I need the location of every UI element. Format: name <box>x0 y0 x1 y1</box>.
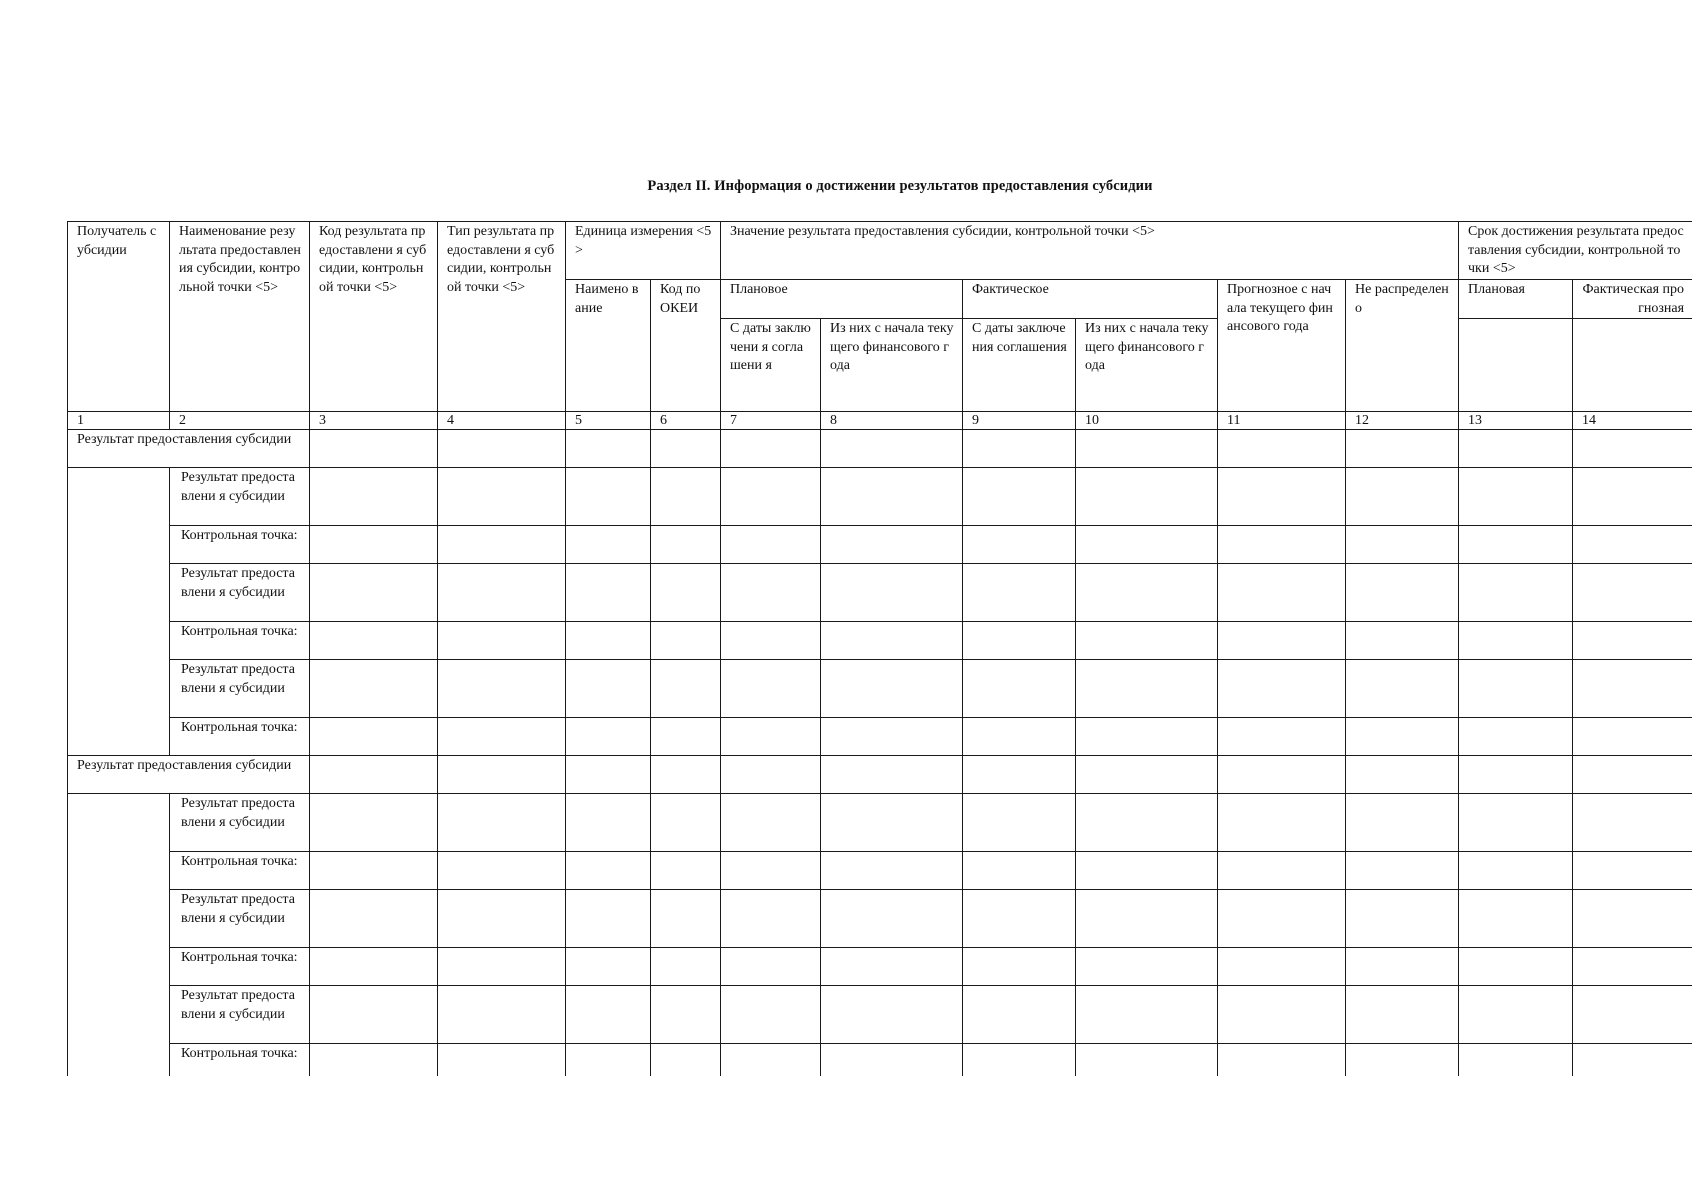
table-cell[interactable] <box>1459 852 1573 890</box>
table-cell[interactable] <box>566 468 651 526</box>
table-cell[interactable] <box>1573 526 1692 564</box>
header-planned: Плановое <box>721 280 963 319</box>
table-cell[interactable] <box>1459 468 1573 526</box>
table-cell[interactable] <box>1573 1044 1692 1077</box>
table-cell[interactable] <box>651 660 721 718</box>
column-number: 9 <box>963 412 1076 430</box>
table-cell[interactable] <box>438 948 566 986</box>
table-cell[interactable] <box>310 660 438 718</box>
table-cell[interactable] <box>566 756 651 794</box>
recipient-cell[interactable] <box>68 468 170 756</box>
table-cell[interactable] <box>821 660 963 718</box>
table-cell[interactable] <box>1573 756 1692 794</box>
table-cell[interactable] <box>721 718 821 756</box>
result-row <box>68 564 1692 622</box>
checkpoint-label: Контрольная точка: <box>170 1044 310 1077</box>
table-cell[interactable] <box>1218 948 1346 986</box>
table-cell[interactable] <box>651 948 721 986</box>
table-cell[interactable] <box>1573 564 1692 622</box>
table-cell[interactable] <box>721 794 821 852</box>
checkpoint-label: Контрольная точка: <box>170 718 310 756</box>
result-label: Результат предоставлени я субсидии <box>170 890 310 948</box>
table-cell[interactable] <box>1459 756 1573 794</box>
table-cell[interactable] <box>310 890 438 948</box>
table-cell[interactable] <box>310 756 438 794</box>
table-cell[interactable] <box>310 794 438 852</box>
table-cell[interactable] <box>566 986 651 1044</box>
column-number: 3 <box>310 412 438 430</box>
table-cell[interactable] <box>438 756 566 794</box>
checkpoint-row <box>68 852 1692 890</box>
table-cell[interactable] <box>1459 622 1573 660</box>
table-cell[interactable] <box>651 794 721 852</box>
table-cell[interactable] <box>438 564 566 622</box>
group-label: Результат предоставления субсидии <box>68 756 310 794</box>
header-deadline-actual: Фактическая прогнозная <box>1573 280 1692 319</box>
table-cell[interactable] <box>1218 564 1346 622</box>
table-cell[interactable] <box>438 430 566 468</box>
result-label: Результат предоставлени я субсидии <box>170 564 310 622</box>
table-cell[interactable] <box>1076 660 1218 718</box>
table-cell[interactable] <box>1459 794 1573 852</box>
header-actual: Фактическое <box>963 280 1218 319</box>
table-cell[interactable] <box>963 660 1076 718</box>
table-cell[interactable] <box>438 986 566 1044</box>
table-cell[interactable] <box>963 852 1076 890</box>
table-cell[interactable] <box>310 1044 438 1077</box>
result-row <box>68 986 1692 1044</box>
table-cell[interactable] <box>566 622 651 660</box>
table-cell[interactable] <box>721 468 821 526</box>
table-cell[interactable] <box>1573 430 1692 468</box>
header-deadline: Срок достижения результата предоставления субсидии, контрольной точки <5> <box>1459 222 1692 280</box>
table-cell[interactable] <box>1218 526 1346 564</box>
table-cell[interactable] <box>438 890 566 948</box>
table-cell[interactable] <box>721 986 821 1044</box>
table-cell[interactable] <box>721 430 821 468</box>
table-cell[interactable] <box>1346 756 1459 794</box>
table-cell[interactable] <box>821 430 963 468</box>
table-cell[interactable] <box>1346 622 1459 660</box>
table-cell[interactable] <box>821 564 963 622</box>
table-cell[interactable] <box>1076 986 1218 1044</box>
header-deadline-planned: Плановая <box>1459 280 1573 319</box>
table-cell[interactable] <box>651 468 721 526</box>
table-cell[interactable] <box>566 852 651 890</box>
table-cell[interactable] <box>566 890 651 948</box>
table-cell[interactable] <box>438 718 566 756</box>
table-cell[interactable] <box>1346 794 1459 852</box>
table-cell[interactable] <box>1076 468 1218 526</box>
table-cell[interactable] <box>1573 468 1692 526</box>
checkpoint-label: Контрольная точка: <box>170 852 310 890</box>
table-cell[interactable] <box>310 986 438 1044</box>
table-cell[interactable] <box>651 756 721 794</box>
checkpoint-row <box>68 718 1692 756</box>
table-cell[interactable] <box>963 794 1076 852</box>
checkpoint-row <box>68 526 1692 564</box>
column-number: 4 <box>438 412 566 430</box>
table-cell[interactable] <box>566 794 651 852</box>
table-cell[interactable] <box>1346 948 1459 986</box>
result-row <box>68 794 1692 852</box>
table-cell[interactable] <box>1573 622 1692 660</box>
table-cell[interactable] <box>1346 660 1459 718</box>
header-name: Наименование результата предоставления субсидии, контрольной точки <5> <box>170 222 310 412</box>
table-cell[interactable] <box>721 948 821 986</box>
checkpoint-label: Контрольная точка: <box>170 526 310 564</box>
table-cell[interactable] <box>1346 890 1459 948</box>
table-cell[interactable] <box>963 890 1076 948</box>
header-forecast: Прогнозное с начала текущего финансового года <box>1218 280 1346 412</box>
table-cell[interactable] <box>651 986 721 1044</box>
table-cell[interactable] <box>1346 430 1459 468</box>
table-cell[interactable] <box>963 622 1076 660</box>
table-cell[interactable] <box>310 468 438 526</box>
column-number: 5 <box>566 412 651 430</box>
column-number: 1 <box>68 412 170 430</box>
table-cell[interactable] <box>821 1044 963 1077</box>
header-type: Тип результата предоставлени я субсидии, контрольной точки <5> <box>438 222 566 412</box>
table-cell[interactable] <box>963 986 1076 1044</box>
table-cell[interactable] <box>821 794 963 852</box>
header-planned-from-date: С даты заключени я соглашени я <box>721 319 821 412</box>
table-cell[interactable] <box>821 756 963 794</box>
table-cell[interactable] <box>1076 794 1218 852</box>
table-cell[interactable] <box>821 526 963 564</box>
table-cell[interactable] <box>1346 564 1459 622</box>
table-cell[interactable] <box>1459 890 1573 948</box>
header-actual-ytd: Из них с начала текущего финансового года <box>1076 319 1218 412</box>
header-planned-ytd: Из них с начала текущего финансового года <box>821 319 963 412</box>
header-deadline-actual-cell <box>1573 319 1692 412</box>
table-cell[interactable] <box>1218 890 1346 948</box>
table-cell[interactable] <box>1218 986 1346 1044</box>
recipient-cell[interactable] <box>68 794 170 1077</box>
table-cell[interactable] <box>1459 948 1573 986</box>
table-cell[interactable] <box>651 1044 721 1077</box>
result-row <box>68 890 1692 948</box>
table-cell[interactable] <box>1459 430 1573 468</box>
table-cell[interactable] <box>1076 852 1218 890</box>
table-cell[interactable] <box>1573 718 1692 756</box>
table-cell[interactable] <box>1346 468 1459 526</box>
group-row <box>68 756 1692 794</box>
header-value: Значение результата предоставления субсидии, контрольной точки <5> <box>721 222 1459 280</box>
column-number: 7 <box>721 412 821 430</box>
table-cell[interactable] <box>1346 526 1459 564</box>
table-cell[interactable] <box>963 1044 1076 1077</box>
table-cell[interactable] <box>963 564 1076 622</box>
table-cell[interactable] <box>651 890 721 948</box>
table-cell[interactable] <box>721 1044 821 1077</box>
header-recipient: Получатель субсидии <box>68 222 170 412</box>
table-cell[interactable] <box>1573 660 1692 718</box>
checkpoint-label: Контрольная точка: <box>170 948 310 986</box>
table-cell[interactable] <box>821 622 963 660</box>
header-unit: Единица измерения <5> <box>566 222 721 280</box>
result-row <box>68 660 1692 718</box>
table-cell[interactable] <box>821 852 963 890</box>
table-cell[interactable] <box>566 660 651 718</box>
table-cell[interactable] <box>1076 890 1218 948</box>
result-label: Результат предоставлени я субсидии <box>170 794 310 852</box>
table-cell[interactable] <box>963 718 1076 756</box>
table-cell[interactable] <box>1218 794 1346 852</box>
table-cell[interactable] <box>1573 986 1692 1044</box>
header-unit-name: Наимено вание <box>566 280 651 412</box>
table-cell[interactable] <box>310 564 438 622</box>
table-cell[interactable] <box>651 852 721 890</box>
column-number: 6 <box>651 412 721 430</box>
table-cell[interactable] <box>1459 986 1573 1044</box>
column-number: 14 <box>1573 412 1692 430</box>
table-cell[interactable] <box>721 622 821 660</box>
header-code: Код результата предоставлени я субсидии, контрольной точки <5> <box>310 222 438 412</box>
results-table-sheet <box>67 221 1692 1076</box>
table-cell[interactable] <box>651 622 721 660</box>
table-cell[interactable] <box>566 430 651 468</box>
table-cell[interactable] <box>1076 948 1218 986</box>
table-cell[interactable] <box>1573 852 1692 890</box>
table-cell[interactable] <box>438 526 566 564</box>
column-number: 8 <box>821 412 963 430</box>
table-cell[interactable] <box>1076 564 1218 622</box>
table-cell[interactable] <box>1218 1044 1346 1077</box>
header-undistributed: Не распределен о <box>1346 280 1459 412</box>
results-table <box>67 221 1692 1076</box>
table-cell[interactable] <box>721 756 821 794</box>
column-number: 10 <box>1076 412 1218 430</box>
table-cell[interactable] <box>310 948 438 986</box>
result-label: Результат предоставлени я субсидии <box>170 468 310 526</box>
table-cell[interactable] <box>1573 890 1692 948</box>
table-cell[interactable] <box>1076 1044 1218 1077</box>
table-cell[interactable] <box>721 526 821 564</box>
header-unit-code: Код по ОКЕИ <box>651 280 721 412</box>
table-cell[interactable] <box>963 948 1076 986</box>
table-cell[interactable] <box>310 526 438 564</box>
table-cell[interactable] <box>1346 852 1459 890</box>
column-number: 13 <box>1459 412 1573 430</box>
table-cell[interactable] <box>821 718 963 756</box>
table-cell[interactable] <box>1218 430 1346 468</box>
table-cell[interactable] <box>310 718 438 756</box>
table-cell[interactable] <box>963 430 1076 468</box>
table-cell[interactable] <box>438 794 566 852</box>
table-cell[interactable] <box>1218 718 1346 756</box>
table-cell[interactable] <box>566 718 651 756</box>
result-row <box>68 468 1692 526</box>
table-cell[interactable] <box>438 660 566 718</box>
group-label: Результат предоставления субсидии <box>68 430 310 468</box>
table-cell[interactable] <box>1076 526 1218 564</box>
table-cell[interactable] <box>566 948 651 986</box>
result-label: Результат предоставлени я субсидии <box>170 986 310 1044</box>
table-cell[interactable] <box>566 564 651 622</box>
table-cell[interactable] <box>721 660 821 718</box>
table-cell[interactable] <box>1573 948 1692 986</box>
table-cell[interactable] <box>1076 718 1218 756</box>
group-row <box>68 430 1692 468</box>
table-cell[interactable] <box>1218 756 1346 794</box>
table-cell[interactable] <box>1218 468 1346 526</box>
table-cell[interactable] <box>1076 756 1218 794</box>
header-actual-from-date: С даты заключения соглашения <box>963 319 1076 412</box>
table-cell[interactable] <box>821 986 963 1044</box>
table-cell[interactable] <box>438 622 566 660</box>
table-cell[interactable] <box>1573 794 1692 852</box>
column-number: 2 <box>170 412 310 430</box>
table-cell[interactable] <box>963 756 1076 794</box>
table-cell[interactable] <box>1459 718 1573 756</box>
table-cell[interactable] <box>1346 718 1459 756</box>
table-cell[interactable] <box>1346 986 1459 1044</box>
table-cell[interactable] <box>651 718 721 756</box>
table-cell[interactable] <box>566 526 651 564</box>
checkpoint-row <box>68 1044 1692 1077</box>
table-cell[interactable] <box>1459 1044 1573 1077</box>
table-cell[interactable] <box>821 890 963 948</box>
table-cell[interactable] <box>963 468 1076 526</box>
table-cell[interactable] <box>821 468 963 526</box>
table-cell[interactable] <box>1076 622 1218 660</box>
result-label: Результат предоставлени я субсидии <box>170 660 310 718</box>
table-cell[interactable] <box>721 890 821 948</box>
checkpoint-row <box>68 948 1692 986</box>
table-cell[interactable] <box>1218 660 1346 718</box>
table-cell[interactable] <box>963 526 1076 564</box>
table-cell[interactable] <box>651 564 721 622</box>
column-number: 12 <box>1346 412 1459 430</box>
table-cell[interactable] <box>1459 526 1573 564</box>
table-cell[interactable] <box>651 430 721 468</box>
checkpoint-row <box>68 622 1692 660</box>
table-cell[interactable] <box>438 1044 566 1077</box>
table-cell[interactable] <box>721 564 821 622</box>
table-cell[interactable] <box>438 468 566 526</box>
checkpoint-label: Контрольная точка: <box>170 622 310 660</box>
section-title: Раздел II. Информация о достижении результатов предоставления субсидии <box>647 178 1153 194</box>
table-cell[interactable] <box>1218 622 1346 660</box>
column-number: 11 <box>1218 412 1346 430</box>
header-deadline-planned-cell <box>1459 319 1573 412</box>
table-cell[interactable] <box>566 1044 651 1077</box>
column-number-row <box>68 412 1692 430</box>
table-cell[interactable] <box>438 852 566 890</box>
table-cell[interactable] <box>1459 660 1573 718</box>
table-cell[interactable] <box>1459 564 1573 622</box>
table-cell[interactable] <box>1218 852 1346 890</box>
table-cell[interactable] <box>310 622 438 660</box>
table-cell[interactable] <box>310 852 438 890</box>
table-cell[interactable] <box>1076 430 1218 468</box>
table-cell[interactable] <box>651 526 721 564</box>
table-cell[interactable] <box>310 430 438 468</box>
table-cell[interactable] <box>721 852 821 890</box>
table-cell[interactable] <box>821 948 963 986</box>
table-cell[interactable] <box>1346 1044 1459 1077</box>
